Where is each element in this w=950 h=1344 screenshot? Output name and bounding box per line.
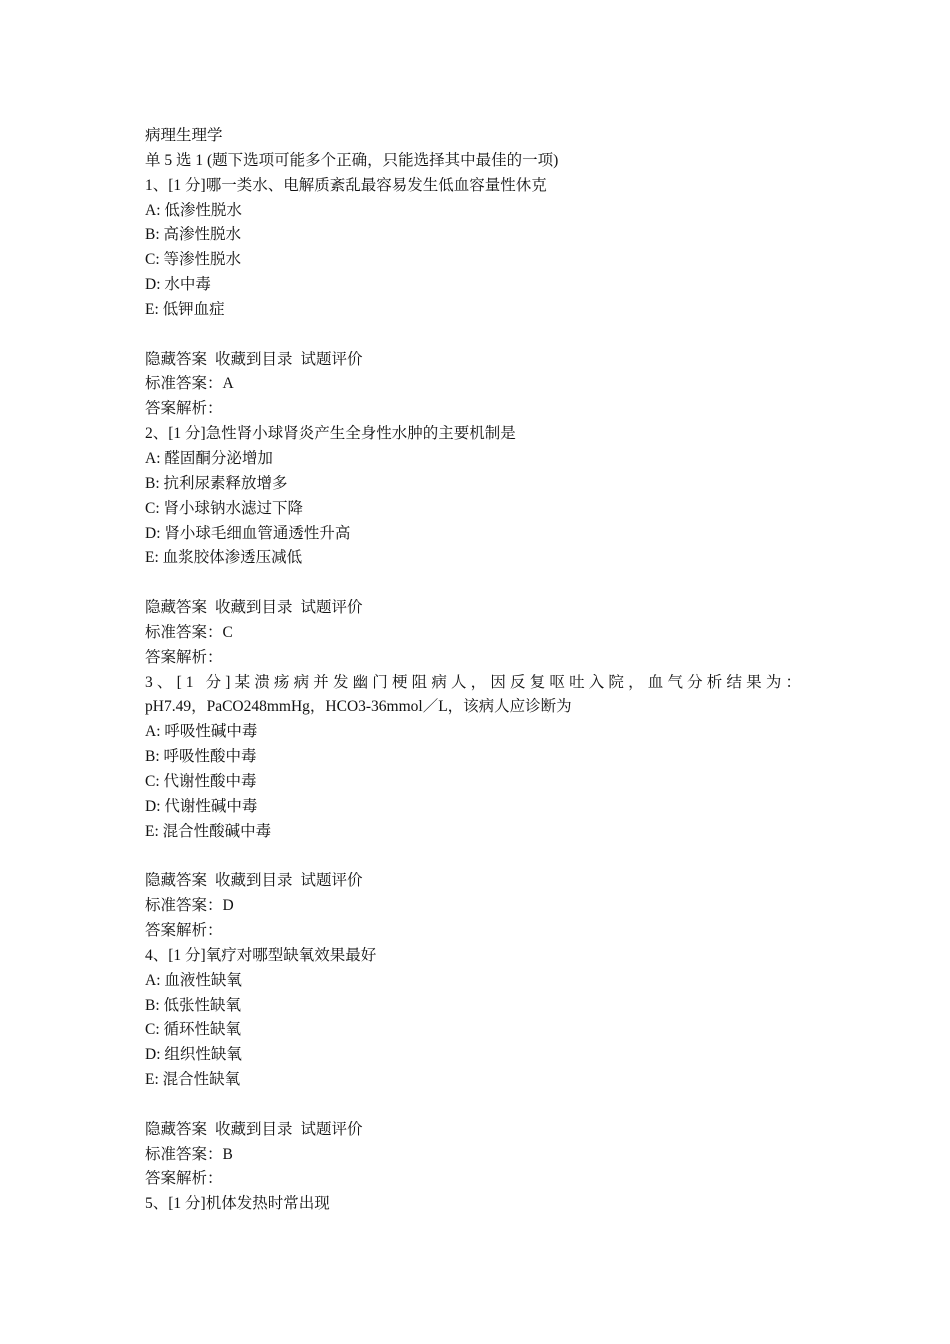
hide-answer-link[interactable]: 隐藏答案 [145, 1120, 208, 1138]
option-a: A: 低渗性脱水 [145, 201, 242, 219]
option-d: D: 水中毒 [145, 276, 211, 294]
option-d: D: 代谢性碱中毒 [145, 797, 258, 815]
option-a: A: 呼吸性碱中毒 [145, 723, 258, 741]
standard-answer: 标准答案：B [145, 1145, 233, 1163]
question-stem: 2、[1 分]急性肾小球肾炎产生全身性水肿的主要机制是 [145, 425, 516, 443]
answer-analysis-label: 答案解析： [145, 1170, 223, 1188]
hide-answer-link[interactable]: 隐藏答案 [145, 350, 208, 368]
answer-analysis-label: 答案解析： [145, 400, 223, 418]
standard-answer: 标准答案：C [145, 623, 233, 641]
question-block-3 [145, 671, 805, 944]
option-e: E: 混合性酸碱中毒 [145, 822, 272, 840]
option-e: E: 混合性缺氧 [145, 1071, 241, 1089]
document-page [145, 124, 805, 1217]
option-c: C: 肾小球钠水滤过下降 [145, 499, 304, 517]
standard-answer: 标准答案：A [145, 375, 234, 393]
question-stem: 4、[1 分]氧疗对哪型缺氧效果最好 [145, 946, 377, 964]
option-b: B: 抗利尿素释放增多 [145, 474, 288, 492]
option-c: C: 代谢性酸中毒 [145, 772, 257, 790]
answer-actions [145, 348, 805, 373]
collect-link[interactable]: 收藏到目录 [215, 872, 293, 890]
standard-answer: 标准答案：D [145, 897, 234, 915]
question-block-2 [145, 422, 805, 670]
collect-link[interactable]: 收藏到目录 [215, 350, 293, 368]
option-c: C: 等渗性脱水 [145, 251, 242, 269]
option-b: B: 高渗性脱水 [145, 226, 242, 244]
spacer [145, 323, 805, 348]
option-a: A: 醛固酮分泌增加 [145, 449, 273, 467]
review-link[interactable]: 试题评价 [300, 350, 363, 368]
answer-analysis-label: 答案解析： [145, 922, 223, 939]
instruction-text: 单 5 选 1 (题下选项可能多个正确，只能选择其中最佳的一项) [145, 151, 559, 169]
hide-answer-link[interactable]: 隐藏答案 [145, 599, 208, 617]
question-stem-line-2: pH7.49，PaCO248mmHg，HCO3-36mmol／L，该病人应诊断为 [145, 698, 572, 716]
option-c: C: 循环性缺氧 [145, 1021, 242, 1039]
hide-answer-link[interactable]: 隐藏答案 [145, 872, 208, 890]
spacer [145, 571, 805, 596]
question-block-1 [145, 174, 805, 422]
question-stem: 1、[1 分]哪一类水、电解质紊乱最容易发生低血容量性休克 [145, 176, 547, 194]
question-stem-line-1: 3、[1 分]某溃疡病并发幽门梗阻病人，因反复呕吐入院，血气分析结果为： [145, 673, 805, 691]
option-b: B: 呼吸性酸中毒 [145, 748, 257, 766]
question-block-5 [145, 1192, 805, 1217]
option-e: E: 血浆胶体渗透压减低 [145, 549, 303, 567]
spacer [145, 1093, 805, 1118]
review-link[interactable]: 试题评价 [300, 1120, 363, 1138]
question-block-4 [145, 944, 805, 1192]
review-link[interactable]: 试题评价 [300, 872, 363, 890]
document-title: 病理生理学 [145, 127, 223, 144]
option-d: D: 肾小球毛细血管通透性升高 [145, 524, 351, 542]
answer-analysis-label: 答案解析： [145, 648, 223, 666]
option-e: E: 低钾血症 [145, 300, 225, 318]
option-d: D: 组织性缺氧 [145, 1046, 242, 1064]
collect-link[interactable]: 收藏到目录 [215, 599, 293, 617]
answer-actions [145, 596, 805, 621]
spacer [145, 844, 805, 869]
option-a: A: 血液性缺氧 [145, 971, 242, 989]
collect-link[interactable]: 收藏到目录 [215, 1120, 293, 1138]
option-b: B: 低张性缺氧 [145, 996, 242, 1014]
review-link[interactable]: 试题评价 [300, 599, 363, 617]
answer-actions [145, 869, 805, 894]
answer-actions [145, 1118, 805, 1143]
question-stem: 5、[1 分]机体发热时常出现 [145, 1195, 330, 1213]
